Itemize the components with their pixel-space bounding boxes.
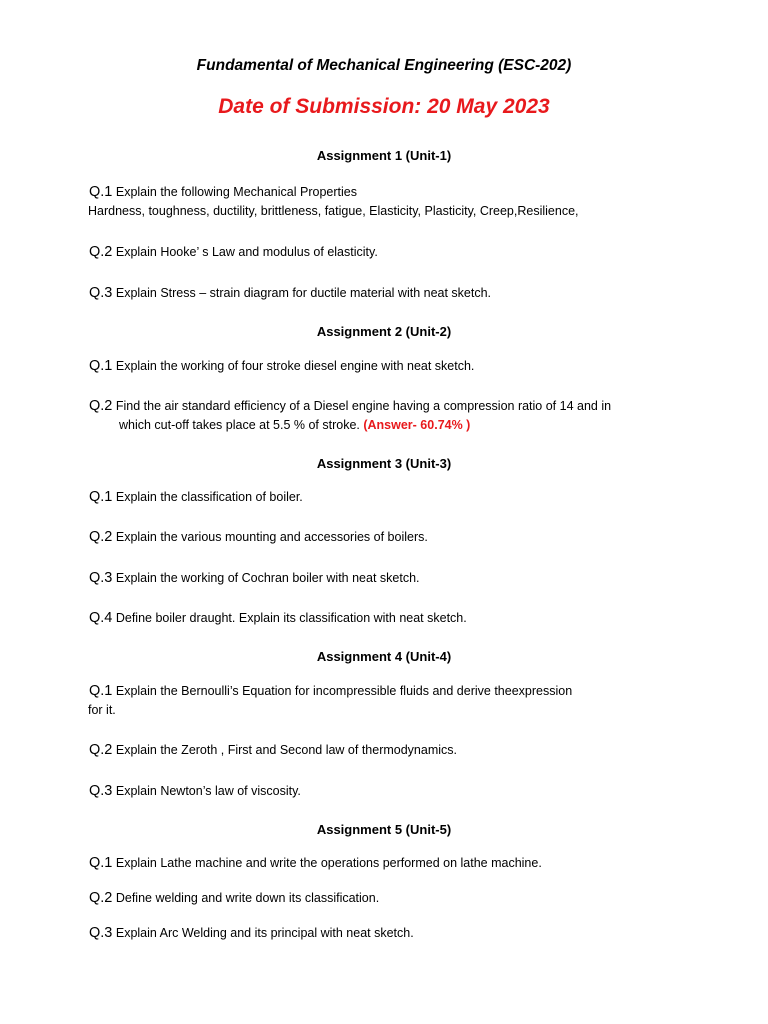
question-number: Q.4 xyxy=(89,610,113,626)
question-text: Explain the various mounting and accessories of boilers. xyxy=(115,530,428,544)
course-title: Fundamental of Mechanical Engineering (ESC-202) xyxy=(196,57,572,74)
assignment-3-question-1 xyxy=(89,488,709,507)
question-text: Explain Stress – strain diagram for ductile material with neat sketch. xyxy=(115,286,492,300)
question-text-continued: which cut-off takes place at 5.5 % of stroke. xyxy=(119,418,360,432)
question-text: Explain Newton’s law of viscosity. xyxy=(115,784,301,798)
assignment-4-question-1 xyxy=(89,682,709,720)
assignment-4-question-2 xyxy=(89,741,709,760)
question-number: Q.3 xyxy=(89,285,113,301)
assignment-5-heading: Assignment 5 (Unit-5) xyxy=(316,822,452,837)
question-text-continued: Hardness, toughness, ductility, brittleness, fatigue, Elasticity, Plasticity, Creep,Resilience, xyxy=(88,204,579,218)
question-text: Explain Hooke’ s Law and modulus of elasticity. xyxy=(115,245,378,259)
assignment-5-question-3 xyxy=(89,924,709,943)
question-text: Find the air standard efficiency of a Diesel engine having a compression ratio of 14 and in xyxy=(115,399,612,413)
question-number: Q.2 xyxy=(89,890,113,906)
question-text: Explain the classification of boiler. xyxy=(115,490,303,504)
assignment-1-question-2 xyxy=(89,243,709,262)
assignment-1-question-3 xyxy=(89,284,709,303)
question-number: Q.1 xyxy=(89,489,113,505)
assignment-2-question-1 xyxy=(89,357,709,376)
question-text: Explain the Bernoulli’s Equation for incompressible fluids and derive theexpression xyxy=(115,684,573,698)
question-number: Q.1 xyxy=(89,184,113,200)
question-number: Q.3 xyxy=(89,570,113,586)
question-text: Explain the working of four stroke diesel engine with neat sketch. xyxy=(115,359,475,373)
question-text: Explain Arc Welding and its principal with neat sketch. xyxy=(115,926,414,940)
question-number: Q.3 xyxy=(89,925,113,941)
question-text: Explain Lathe machine and write the operations performed on lathe machine. xyxy=(115,856,542,870)
question-number: Q.2 xyxy=(89,742,113,758)
answer-value: (Answer- 60.74% ) xyxy=(363,418,471,432)
question-number: Q.3 xyxy=(89,783,113,799)
assignment-3-question-2 xyxy=(89,528,709,547)
submission-date: Date of Submission: 20 May 2023 xyxy=(218,95,550,118)
question-text: Define welding and write down its classification. xyxy=(115,891,380,905)
question-text: Explain the Zeroth , First and Second law of thermodynamics. xyxy=(115,743,457,757)
question-text: Define boiler draught. Explain its classification with neat sketch. xyxy=(115,611,467,625)
question-text: Explain the following Mechanical Properties xyxy=(115,185,357,199)
assignment-3-heading: Assignment 3 (Unit-3) xyxy=(316,456,452,471)
assignment-2-question-2 xyxy=(89,397,709,435)
assignment-4-question-3 xyxy=(89,782,709,801)
question-number: Q.2 xyxy=(89,398,113,414)
assignment-1-heading: Assignment 1 (Unit-1) xyxy=(316,148,452,163)
assignment-3-question-3 xyxy=(89,569,709,588)
assignment-5-question-2 xyxy=(89,889,709,908)
question-text-continued: for it. xyxy=(88,703,116,717)
question-number: Q.1 xyxy=(89,358,113,374)
question-number: Q.1 xyxy=(89,855,113,871)
assignment-4-heading: Assignment 4 (Unit-4) xyxy=(316,649,452,664)
question-number: Q.2 xyxy=(89,244,113,260)
question-number: Q.1 xyxy=(89,683,113,699)
question-number: Q.2 xyxy=(89,529,113,545)
assignment-3-question-4 xyxy=(89,609,709,628)
assignment-5-question-1 xyxy=(89,854,709,873)
assignment-2-heading: Assignment 2 (Unit-2) xyxy=(316,324,452,339)
assignment-1-question-1 xyxy=(89,183,709,221)
question-text: Explain the working of Cochran boiler with neat sketch. xyxy=(115,571,420,585)
